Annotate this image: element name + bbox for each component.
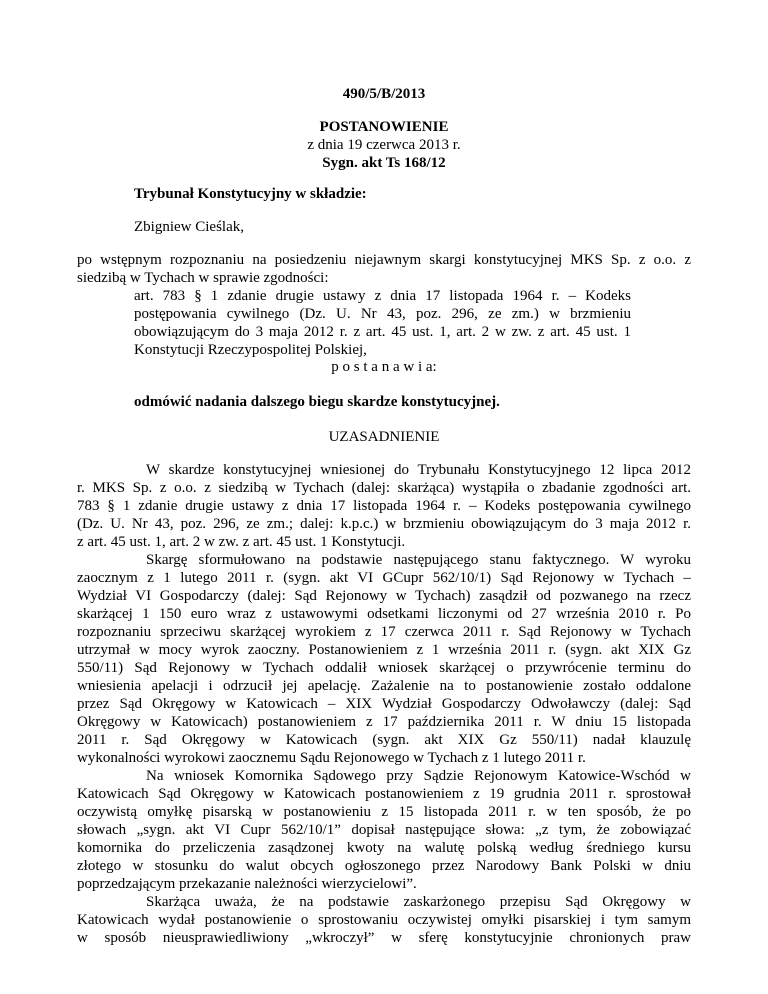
case-signature: Sygn. akt Ts 168/12 [322, 155, 446, 171]
paragraph-line: słowach „sygn. akt VI Cupr 562/10/1” dopisał następujące słowa: „z tym, że zobowiązać [77, 822, 691, 838]
document-date: z dnia 19 czerwca 2013 r. [307, 137, 461, 153]
composition-heading: Trybunał Konstytucyjny w składzie: [134, 186, 367, 202]
paragraph-line: złotego w stosunku do walut obcych ogłoszonego przez Narodowy Bank Polski w dniu [77, 858, 691, 874]
paragraph-line: (Dz. U. Nr 43, poz. 296, ze zm.; dalej: k.p.c.) w brzmieniu obowiązującym do 3 maja 2012 r. [77, 516, 691, 532]
judge-name: Zbigniew Cieślak, [134, 219, 244, 235]
paragraph-line: Skarżąca uważa, że na podstawie zaskarżonego przepisu Sąd Okręgowy w [146, 894, 691, 910]
paragraph-line: 2011 r. Sąd Okręgowy w Katowicach (sygn. akt XIX Gz 550/11) nadał klauzulę [77, 732, 691, 748]
justification-body [77, 461, 691, 947]
paragraph-line: Wydział VI Gospodarczy (dalej: Sąd Rejonowy w Tychach) zasądził od pozwanego na rzecz [77, 588, 691, 604]
preamble [77, 251, 691, 287]
paragraph-line: r. MKS Sp. z o.o. z siedzibą w Tychach (dalej: skarżąca) wystąpiła o zbadanie zgodności art. [77, 480, 691, 496]
paragraph-line: zaocznym z 1 lutego 2011 r. (sygn. akt VI GCupr 562/10/1) Sąd Rejonowy w Tychach – [77, 570, 691, 586]
provision-line: Konstytucji Rzeczypospolitej Polskiej, [134, 342, 367, 358]
ruling-reference-number: 490/5/B/2013 [342, 86, 426, 102]
ruling-verb: p o s t a n a w i a: [331, 359, 437, 375]
paragraph-line: utrzymał w mocy wyrok zaoczny. Postanowieniem z 1 września 2011 r. (sygn. akt XIX Gz [77, 642, 691, 658]
provision-line: postępowania cywilnego (Dz. U. Nr 43, poz. 296, ze zm.) w brzmieniu [134, 306, 631, 322]
paragraph-line: rozpoznaniu sprzeciwu skarżącej wyrokiem z 17 czerwca 2011 r. Sąd Rejonowy w Tychach [77, 624, 691, 640]
paragraph-line: Katowicach wydał postanowienie o sprostowaniu oczywistej omyłki pisarskiej i tym samym [77, 912, 691, 928]
document-type: POSTANOWIENIE [319, 119, 449, 135]
preamble-line: po wstępnym rozpoznaniu na posiedzeniu niejawnym skargi konstytucyjnej MKS Sp. z o.o. z [77, 252, 691, 268]
paragraph-line: Skargę sformułowano na podstawie następującego stanu faktycznego. W wyroku [146, 552, 691, 568]
paragraph-line: wykonalności wyrokowi zaocznemu Sądu Rejonowego w Tychach z 1 lutego 2011 r. [77, 750, 586, 766]
paragraph-line: 550/11) Sąd Rejonowy w Tychach oddalił wniosek skarżącej o przywrócenie terminu do [77, 660, 691, 676]
ruling-decision: odmówić nadania dalszego biegu skardze konstytucyjnej. [134, 394, 500, 410]
paragraph-line: przez Sąd Okręgowy w Katowicach – XIX Wydział Gospodarczy Odwoławczy (dalej: Sąd [77, 696, 691, 712]
paragraph-line: skarżącej 1 150 euro wraz z ustawowymi odsetkami liczonymi od 27 września 2010 r. Po [77, 606, 691, 622]
paragraph-line: w sposób nieusprawiedliwiony „wkroczył” w sferę konstytucyjnie chronionych praw [77, 930, 691, 946]
challenged-provision [134, 287, 631, 359]
paragraph-line: Na wniosek Komornika Sądowego przy Sądzie Rejonowym Katowice-Wschód w [146, 768, 691, 784]
justification-heading: UZASADNIENIE [328, 429, 440, 445]
provision-line: obowiązującym do 3 maja 2012 r. z art. 45 ust. 1, art. 2 w zw. z art. 45 ust. 1 [134, 324, 631, 340]
paragraph-line: W skardze konstytucyjnej wniesionej do Trybunału Konstytucyjnego 12 lipca 2012 [146, 462, 691, 478]
paragraph-line: 783 § 1 zdanie drugie ustawy z dnia 17 listopada 1964 r. – Kodeks postępowania cywilnego [77, 498, 691, 514]
paragraph-line: Okręgowy w Katowicach) postanowieniem z 17 października 2011 r. W dniu 15 listopada [77, 714, 691, 730]
paragraph-line: wniesienia apelacji i odrzucił jej apelację. Zażalenie na to postanowienie zostało oddalone [77, 678, 691, 694]
paragraph-line: oczywistą omyłkę pisarską w postanowieniu z 15 listopada 2011 r. w ten sposób, że po [77, 804, 691, 820]
paragraph-line: Katowicach Sąd Okręgowy w Katowicach postanowieniem z 19 grudnia 2011 r. sprostował [77, 786, 691, 802]
paragraph-line: komornika do przeliczenia zasądzonej kwoty na walutę polską według średniego kursu [77, 840, 691, 856]
paragraph-line: z art. 45 ust. 1, art. 2 w zw. z art. 45 ust. 1 Konstytucji. [77, 534, 406, 550]
provision-line: art. 783 § 1 zdanie drugie ustawy z dnia 17 listopada 1964 r. – Kodeks [134, 288, 631, 304]
preamble-line: siedzibą w Tychach w sprawie zgodności: [77, 270, 329, 286]
paragraph-line: poprzedzającym przekazanie należności wierzycielowi”. [77, 876, 417, 892]
